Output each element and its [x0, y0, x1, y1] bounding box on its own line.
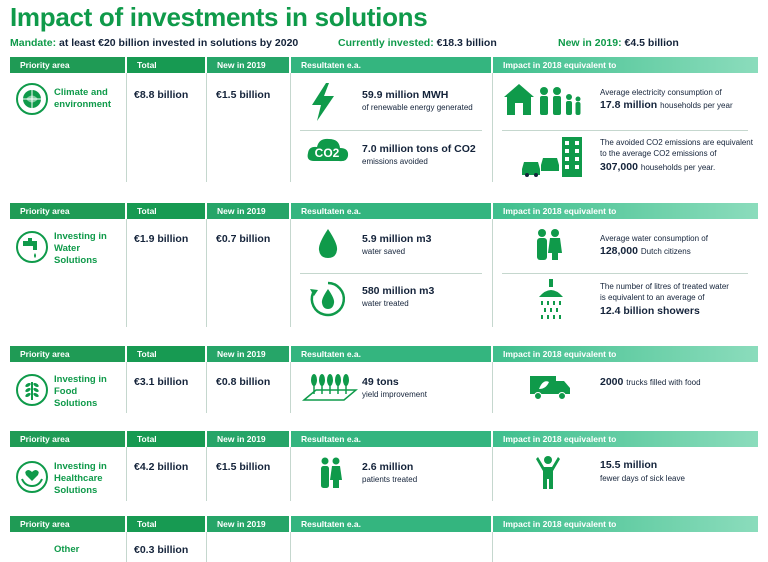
impact-line: 2000 trucks filled with food [600, 376, 701, 388]
header-priority: Priority area [10, 431, 125, 447]
globe-leaf-icon [16, 83, 48, 115]
header-total: Total [127, 431, 205, 447]
svg-text:CO2: CO2 [314, 146, 340, 160]
truck-icon [530, 374, 570, 400]
result-main: 7.0 million tons of CO2 [362, 143, 476, 155]
result-main: 59.9 million MWH [362, 89, 449, 101]
area-header [10, 203, 758, 219]
co2-cloud-icon [306, 135, 350, 165]
area-block-food [10, 346, 758, 413]
lightning-icon [310, 83, 336, 121]
area-block-water [10, 203, 758, 327]
area-total: €3.1 billion [134, 376, 189, 388]
impact-line: 307,000 households per year. [600, 161, 716, 173]
header-total: Total [127, 203, 205, 219]
header-impact: Impact in 2018 equivalent to [493, 516, 758, 532]
people-icon [536, 229, 562, 261]
cars-building-icon [520, 135, 586, 177]
result-sub: emissions avoided [362, 157, 428, 166]
heart-hands-icon [16, 461, 48, 493]
header-results: Resultaten e.a. [291, 516, 491, 532]
current-value: €18.3 billion [436, 37, 497, 49]
patients-icon [320, 457, 342, 489]
result-main: 49 tons [362, 376, 399, 388]
header-new: New in 2019 [207, 346, 289, 362]
impact-text: Average water consumption of [600, 234, 708, 243]
header-new: New in 2019 [207, 203, 289, 219]
header-results: Resultaten e.a. [291, 203, 491, 219]
impact-line: 128,000 Dutch citizens [600, 245, 691, 257]
area-new: €1.5 billion [216, 461, 271, 473]
header-results: Resultaten e.a. [291, 57, 491, 73]
area-name: Investing in Food Solutions [54, 374, 107, 409]
result-main: 5.9 million m3 [362, 233, 432, 245]
person-cheering-icon [536, 455, 560, 491]
current-label: Currently invested: [338, 37, 434, 49]
header-priority: Priority area [10, 516, 125, 532]
area-name: Investing in Water Solutions [54, 231, 107, 266]
water-tap-icon [16, 231, 48, 263]
shower-icon [536, 279, 566, 321]
impact-text: The avoided CO2 emissions are equivalent to the average CO2 emissions of [600, 138, 753, 158]
area-name: Other [54, 544, 80, 555]
header-priority: Priority area [10, 346, 125, 362]
mandate-statement [10, 37, 298, 49]
wheat-icon [16, 374, 48, 406]
crops-icon [302, 372, 358, 402]
impact-line: 17.8 million households per year [600, 99, 733, 111]
result-sub: yield improvement [362, 390, 427, 399]
area-total: €8.8 billion [134, 89, 189, 101]
impact-big: 12.4 billion showers [600, 305, 700, 317]
result-sub: water saved [362, 247, 406, 256]
area-new: €0.8 billion [216, 376, 271, 388]
impact-text: fewer days of sick leave [600, 474, 685, 483]
area-name: Climate and environment [54, 87, 112, 110]
header-total: Total [127, 346, 205, 362]
header-new: New in 2019 [207, 516, 289, 532]
header-impact: Impact in 2018 equivalent to [493, 431, 758, 447]
header-priority: Priority area [10, 57, 125, 73]
page-title: Impact of investments in solutions [10, 2, 428, 32]
header-priority: Priority area [10, 203, 125, 219]
impact-big: 15.5 million [600, 459, 658, 471]
area-block-other [10, 516, 758, 562]
area-header [10, 431, 758, 447]
area-header [10, 516, 758, 532]
header-impact: Impact in 2018 equivalent to [493, 346, 758, 362]
water-drop-icon [318, 229, 338, 259]
header-results: Resultaten e.a. [291, 346, 491, 362]
new-label: New in 2019: [558, 37, 622, 49]
result-main: 2.6 million [362, 461, 414, 473]
header-results: Resultaten e.a. [291, 431, 491, 447]
result-main: 580 million m3 [362, 285, 435, 297]
mandate-bar [10, 37, 758, 51]
mandate-label: Mandate: [10, 37, 57, 49]
impact-text: The number of litres of treated water is equivalent to an average of [600, 282, 729, 302]
house-family-icon [502, 81, 582, 117]
mandate-text: at least €20 billion invested in solutions by 2020 [59, 37, 299, 49]
header-new: New in 2019 [207, 57, 289, 73]
result-sub: patients treated [362, 475, 418, 484]
area-new: €0.7 billion [216, 233, 271, 245]
area-total: €4.2 billion [134, 461, 189, 473]
header-impact: Impact in 2018 equivalent to [493, 203, 758, 219]
area-header [10, 57, 758, 73]
header-total: Total [127, 57, 205, 73]
header-new: New in 2019 [207, 431, 289, 447]
area-block-climate [10, 57, 758, 182]
result-sub: water treated [362, 299, 409, 308]
recycle-drop-icon [308, 279, 348, 319]
area-header [10, 346, 758, 362]
header-impact: Impact in 2018 equivalent to [493, 57, 758, 73]
area-total: €1.9 billion [134, 233, 189, 245]
new-in-2019 [558, 37, 679, 49]
header-total: Total [127, 516, 205, 532]
area-total: €0.3 billion [134, 544, 189, 556]
currently-invested [338, 37, 497, 49]
area-new: €1.5 billion [216, 89, 271, 101]
result-sub: of renewable energy generated [362, 103, 473, 112]
new-value: €4.5 billion [624, 37, 679, 49]
impact-text: Average electricity consumption of [600, 88, 722, 97]
area-name: Investing in Healthcare Solutions [54, 461, 107, 496]
area-block-healthcare [10, 431, 758, 501]
